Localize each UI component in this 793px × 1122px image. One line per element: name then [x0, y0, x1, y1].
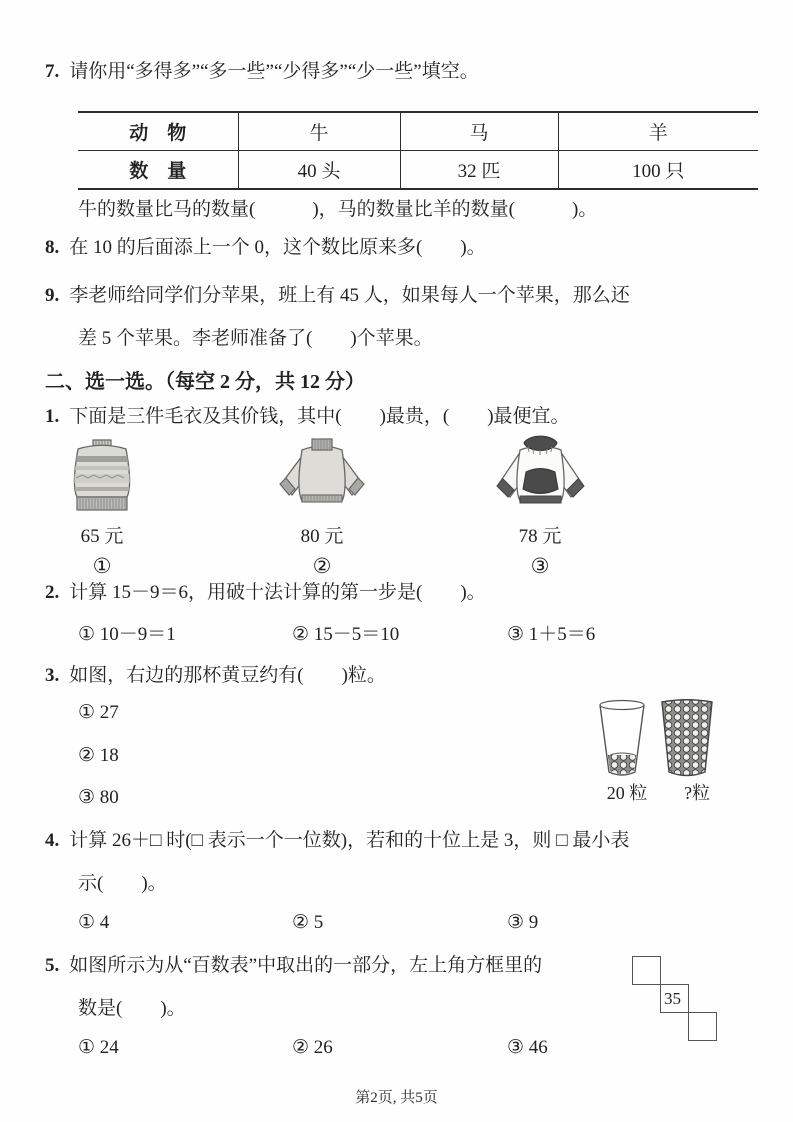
- table-cell-cow-qty: 40 头: [238, 151, 400, 190]
- question-9-text-line2: 差 5 个苹果。李老师准备了( )个苹果。: [78, 328, 433, 349]
- s2-question-1: [45, 405, 570, 429]
- hundred-chart-cell-top: [632, 956, 661, 985]
- s2-question-5-number: 5.: [45, 955, 60, 976]
- cup-2-label: ?粒: [684, 783, 710, 803]
- table-cell-horse: 马: [400, 112, 558, 151]
- s2-question-5-line2: 数是( )。: [78, 998, 186, 1019]
- s2-question-2-text: 计算 15－9＝6，用破十法计算的第一步是( )。: [69, 582, 486, 603]
- q2-option-2: ② 15－5＝10: [292, 624, 400, 645]
- question-7-number: 7.: [45, 61, 60, 82]
- question-8: [45, 236, 486, 260]
- question-7: [45, 60, 479, 84]
- s2-question-4-number: 4.: [45, 830, 60, 851]
- striped-sweater-icon: [62, 437, 142, 515]
- question-9-text-line1: 李老师给同学们分苹果，班上有 45 人，如果每人一个苹果，那么还: [69, 285, 630, 306]
- hundred-chart-value: 35: [664, 989, 681, 1008]
- question-8-number: 8.: [45, 237, 60, 258]
- question-7-text: 请你用“多得多”“多一些”“少得多”“少一些”填空。: [69, 61, 479, 82]
- hundred-chart-cell-middle: [660, 984, 689, 1013]
- s2-question-3-number: 3.: [45, 665, 60, 686]
- q3-option-2: ② 18: [78, 745, 119, 766]
- q7-animal-table: [78, 111, 758, 190]
- q3-option-1: ① 27: [78, 702, 119, 723]
- q5-option-2: ② 26: [292, 1037, 333, 1058]
- s2-question-2-number: 2.: [45, 582, 60, 603]
- s2-question-3: [45, 664, 386, 688]
- q4-option-3: ③ 9: [507, 912, 539, 933]
- hundred-chart-cell-bottom: [688, 1012, 717, 1041]
- sweater-3-price: 78 元: [518, 526, 562, 547]
- page-footer: 第2页, 共5页: [355, 1090, 438, 1106]
- table-cell-sheep: 羊: [558, 112, 758, 151]
- sweater-3-label: ③: [530, 554, 550, 578]
- q4-option-1: ① 4: [78, 912, 110, 933]
- s2-question-5: [45, 954, 542, 978]
- table-row: [78, 151, 758, 190]
- s2-question-4-line2: 示( )。: [78, 873, 167, 894]
- sweater-1-label: ①: [92, 554, 112, 578]
- q3-option-3: ③ 80: [78, 787, 119, 808]
- question-8-text: 在 10 的后面添上一个 0，这个数比原来多( )。: [69, 237, 486, 258]
- cup-1-label: 20 粒: [606, 783, 648, 803]
- sweater-2-price: 80 元: [300, 526, 344, 547]
- table-row: [78, 112, 758, 151]
- s2-question-4: [45, 829, 629, 853]
- s2-question-1-text: 下面是三件毛衣及其价钱，其中( )最贵，( )最便宜。: [69, 406, 570, 427]
- q5-option-1: ① 24: [78, 1037, 119, 1058]
- bean-cups-icon: [592, 697, 732, 781]
- table-header-animal: 动 物: [78, 112, 238, 151]
- s2-question-1-number: 1.: [45, 406, 60, 427]
- question-9-number: 9.: [45, 285, 60, 306]
- table-cell-sheep-qty: 100 只: [558, 151, 758, 190]
- q2-option-1: ① 10－9＝1: [78, 624, 176, 645]
- sweater-2-label: ②: [312, 554, 332, 578]
- table-header-quantity: 数 量: [129, 161, 187, 182]
- sweater-option-1: [37, 437, 167, 579]
- sweater-1-price: 65 元: [80, 526, 124, 547]
- q5-option-3: ③ 46: [507, 1037, 548, 1058]
- q2-option-3: ③ 1＋5＝6: [507, 624, 596, 645]
- cup-labels: [592, 779, 732, 805]
- table-cell-horse-qty: 32 匹: [400, 151, 558, 190]
- q7-fill-line: 牛的数量比马的数量( )，马的数量比羊的数量( )。: [78, 199, 598, 220]
- q4-option-2: ② 5: [292, 912, 324, 933]
- s2-question-3-text: 如图，右边的那杯黄豆约有( )粒。: [69, 665, 386, 686]
- section-2-heading: 二、选一选。（每空 2 分，共 12 分）: [45, 371, 365, 393]
- sweater-option-3: [475, 435, 605, 579]
- s2-question-4-line1: 计算 26＋□ 时(□ 表示一个一位数)，若和的十位上是 3，则 □ 最小表: [69, 830, 630, 851]
- hoodie-sweater-icon: [488, 435, 593, 515]
- question-9: [45, 284, 630, 308]
- sweater-option-2: [257, 437, 387, 579]
- table-cell-cow: 牛: [238, 112, 400, 151]
- s2-question-5-line1: 如图所示为从“百数表”中取出的一部分，左上角方框里的: [69, 955, 543, 976]
- plain-sweater-icon: [272, 437, 372, 515]
- s2-question-2: [45, 581, 486, 605]
